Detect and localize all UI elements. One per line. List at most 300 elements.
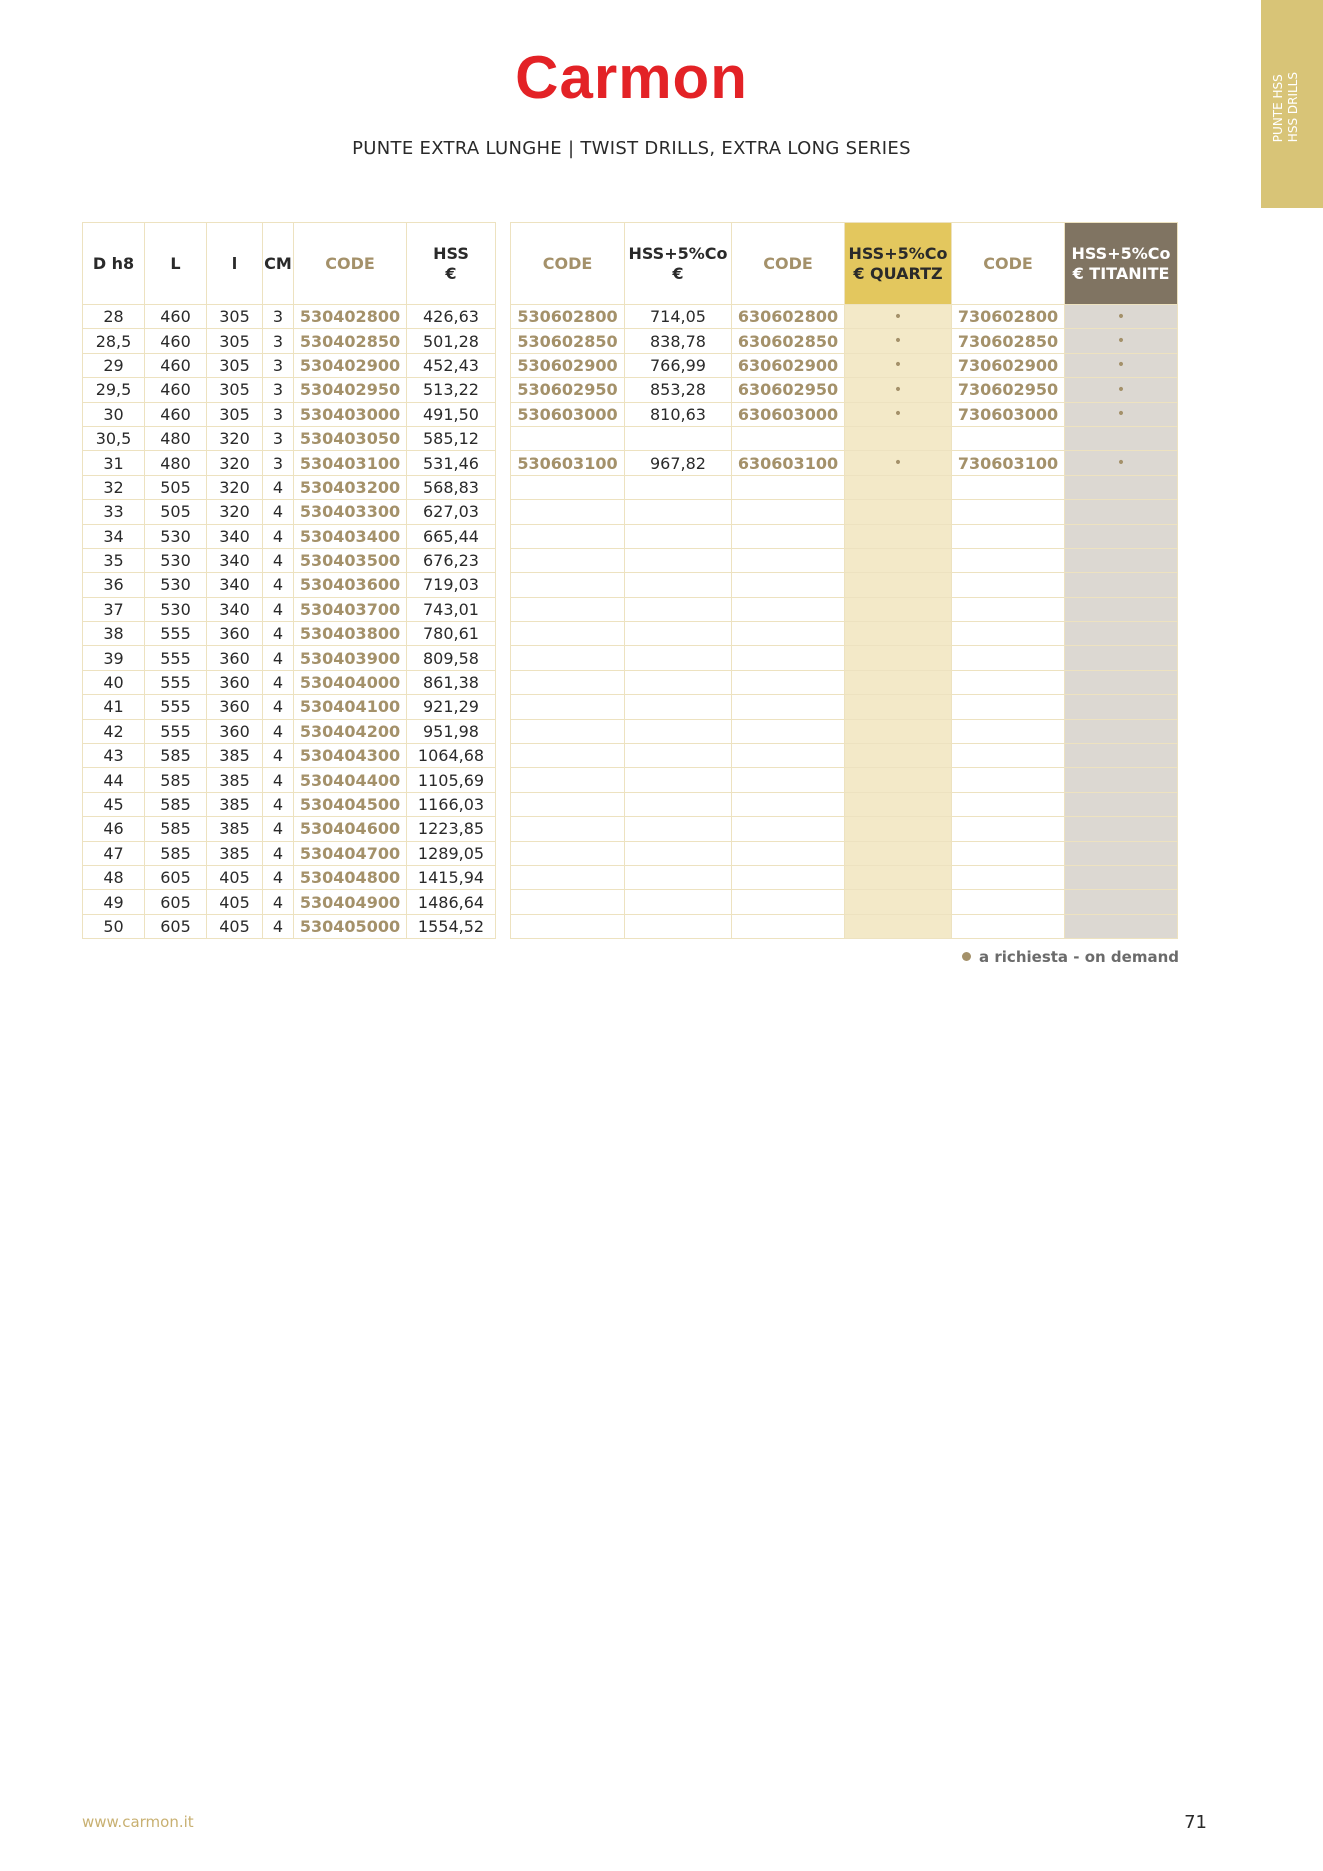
- table-row: [83, 744, 496, 768]
- col-price-cobalt: HSS+5%Co €: [625, 223, 732, 305]
- col-flute-length-cell: 360: [207, 670, 263, 694]
- col-code-cobalt-cell: [511, 719, 625, 743]
- price-table-hss: [82, 222, 496, 939]
- col-price-cobalt-cell: 967,82: [625, 451, 732, 475]
- col-diameter-cell: 28,5: [83, 329, 145, 353]
- table-row: [83, 914, 496, 938]
- col-length-cell: 480: [145, 451, 207, 475]
- col-price-cobalt-cell: 853,28: [625, 378, 732, 402]
- col-price-hss-cell: 1415,94: [407, 865, 496, 889]
- table-row: [83, 817, 496, 841]
- col-price-cobalt-cell: [625, 548, 732, 572]
- col-code-cobalt-cell: 530602800: [511, 305, 625, 329]
- col-flute-length-cell: 305: [207, 353, 263, 377]
- col-code-titanite-cell: [952, 792, 1065, 816]
- col-price-cobalt-cell: [625, 744, 732, 768]
- col-diameter-cell: 30,5: [83, 426, 145, 450]
- col-cm-cell: 4: [263, 865, 294, 889]
- table-row: [83, 719, 496, 743]
- col-cm-cell: 4: [263, 573, 294, 597]
- col-cm-cell: 4: [263, 768, 294, 792]
- table-header-row: [511, 223, 1178, 305]
- col-code-quartz-cell: [732, 426, 845, 450]
- col-diameter-cell: 48: [83, 865, 145, 889]
- col-price-cobalt-cell: [625, 475, 732, 499]
- col-price-hss-cell: 585,12: [407, 426, 496, 450]
- col-code-hss-cell: 530403200: [294, 475, 407, 499]
- col-code-cobalt-cell: 530602850: [511, 329, 625, 353]
- col-length-cell: 530: [145, 573, 207, 597]
- col-price-cobalt-cell: [625, 914, 732, 938]
- col-price-hss-cell: 1223,85: [407, 817, 496, 841]
- col-price-cobalt-cell: [625, 841, 732, 865]
- col-code-hss-cell: 530403700: [294, 597, 407, 621]
- table-row: [511, 573, 1178, 597]
- col-titanite-cell: [1065, 914, 1178, 938]
- col-titanite-cell: [1065, 670, 1178, 694]
- col-code-cobalt-cell: 530602900: [511, 353, 625, 377]
- col-length-cell: 555: [145, 670, 207, 694]
- col-code-quartz-cell: [732, 719, 845, 743]
- col-flute-length-cell: 385: [207, 744, 263, 768]
- col-code-titanite-cell: [952, 573, 1065, 597]
- col-diameter-cell: 30: [83, 402, 145, 426]
- col-code-cobalt-cell: [511, 646, 625, 670]
- col-code-cobalt-cell: 530602950: [511, 378, 625, 402]
- col-price-hss-cell: 568,83: [407, 475, 496, 499]
- table-row: [83, 475, 496, 499]
- col-code-hss-cell: 530403400: [294, 524, 407, 548]
- col-code-quartz-cell: 630603100: [732, 451, 845, 475]
- table-row: [83, 402, 496, 426]
- col-code-titanite-cell: [952, 670, 1065, 694]
- col-code-cobalt-cell: [511, 792, 625, 816]
- col-quartz-cell: [845, 670, 952, 694]
- col-titanite-cell: •: [1065, 402, 1178, 426]
- col-code-hss-cell: 530404700: [294, 841, 407, 865]
- col-titanite-cell: [1065, 597, 1178, 621]
- col-length-cell: 605: [145, 914, 207, 938]
- col-titanite-cell: [1065, 841, 1178, 865]
- table-row: [511, 865, 1178, 889]
- col-flute-length-cell: 405: [207, 914, 263, 938]
- col-diameter-cell: 46: [83, 817, 145, 841]
- table-row: [83, 500, 496, 524]
- col-code-quartz-cell: [732, 670, 845, 694]
- col-price-hss-cell: 627,03: [407, 500, 496, 524]
- col-price-hss-cell: 426,63: [407, 305, 496, 329]
- table-row: [83, 792, 496, 816]
- col-code-quartz-cell: [732, 573, 845, 597]
- col-quartz-cell: •: [845, 305, 952, 329]
- col-code-hss-cell: 530403500: [294, 548, 407, 572]
- col-quartz-cell: [845, 865, 952, 889]
- col-code-hss-cell: 530404300: [294, 744, 407, 768]
- col-diameter-cell: 40: [83, 670, 145, 694]
- col-cm-cell: 4: [263, 817, 294, 841]
- col-quartz-cell: [845, 548, 952, 572]
- col-code-hss-cell: 530404900: [294, 890, 407, 914]
- col-code-titanite-cell: [952, 865, 1065, 889]
- col-price-hss: HSS €: [407, 223, 496, 305]
- col-quartz-cell: [845, 597, 952, 621]
- col-quartz-cell: [845, 695, 952, 719]
- col-code-titanite: CODE: [952, 223, 1065, 305]
- table-row: [83, 524, 496, 548]
- table-row: [83, 695, 496, 719]
- col-code-hss-cell: 530403900: [294, 646, 407, 670]
- col-price-hss-cell: 951,98: [407, 719, 496, 743]
- col-quartz-cell: [845, 768, 952, 792]
- col-length-cell: 530: [145, 548, 207, 572]
- section-side-tab: [1261, 0, 1323, 208]
- col-length-cell: 585: [145, 792, 207, 816]
- table-row: [511, 426, 1178, 450]
- col-price-cobalt-cell: [625, 890, 732, 914]
- table-row: [511, 744, 1178, 768]
- col-quartz-cell: •: [845, 329, 952, 353]
- col-code-quartz-cell: [732, 524, 845, 548]
- col-flute-length-cell: 305: [207, 402, 263, 426]
- col-quartz-cell: [845, 841, 952, 865]
- col-code-cobalt-cell: [511, 475, 625, 499]
- table-row: [511, 646, 1178, 670]
- col-diameter-cell: 29: [83, 353, 145, 377]
- col-code-titanite-cell: [952, 768, 1065, 792]
- col-code-hss-cell: 530403050: [294, 426, 407, 450]
- col-price-hss-cell: 921,29: [407, 695, 496, 719]
- col-length-cell: 460: [145, 329, 207, 353]
- col-length-cell: 555: [145, 719, 207, 743]
- col-code-titanite-cell: 730602950: [952, 378, 1065, 402]
- col-price-hss-cell: 1166,03: [407, 792, 496, 816]
- col-diameter-cell: 36: [83, 573, 145, 597]
- col-code-cobalt-cell: [511, 695, 625, 719]
- col-titanite-cell: [1065, 475, 1178, 499]
- col-price-cobalt-cell: [625, 426, 732, 450]
- table-row: [511, 524, 1178, 548]
- col-code-cobalt-cell: [511, 841, 625, 865]
- col-diameter-cell: 47: [83, 841, 145, 865]
- col-code-titanite-cell: [952, 646, 1065, 670]
- side-tab-line2: HSS DRILLS: [1286, 71, 1300, 142]
- col-cm-cell: 4: [263, 524, 294, 548]
- col-quartz-cell: [845, 744, 952, 768]
- col-length-cell: 555: [145, 622, 207, 646]
- col-diameter-cell: 34: [83, 524, 145, 548]
- col-flute-length-cell: 320: [207, 426, 263, 450]
- table-row: [511, 817, 1178, 841]
- col-code-titanite-cell: [952, 500, 1065, 524]
- table-row: [83, 329, 496, 353]
- col-length-cell: 460: [145, 353, 207, 377]
- col-price-cobalt-cell: [625, 646, 732, 670]
- table-row: [511, 475, 1178, 499]
- col-diameter: D h8: [83, 223, 145, 305]
- table-header-row: [83, 223, 496, 305]
- col-code-titanite-cell: [952, 475, 1065, 499]
- col-code-titanite-cell: 730602850: [952, 329, 1065, 353]
- col-diameter-cell: 45: [83, 792, 145, 816]
- col-price-hss-cell: 1289,05: [407, 841, 496, 865]
- col-code-cobalt-cell: [511, 622, 625, 646]
- col-cm-cell: 3: [263, 402, 294, 426]
- col-code-quartz-cell: [732, 792, 845, 816]
- col-code-cobalt-cell: [511, 670, 625, 694]
- page-subtitle: PUNTE EXTRA LUNGHE | TWIST DRILLS, EXTRA LONG SERIES: [352, 138, 911, 159]
- col-code-quartz-cell: 630602800: [732, 305, 845, 329]
- col-flute-length-cell: 385: [207, 768, 263, 792]
- side-tab-label: [1271, 72, 1315, 142]
- table-row: [511, 670, 1178, 694]
- table-row: [511, 500, 1178, 524]
- col-length-cell: 460: [145, 305, 207, 329]
- col-code-hss-cell: 530403600: [294, 573, 407, 597]
- col-flute-length-cell: 305: [207, 378, 263, 402]
- col-flute-length-cell: 360: [207, 695, 263, 719]
- col-length-cell: 605: [145, 890, 207, 914]
- col-cm-cell: 4: [263, 914, 294, 938]
- col-code-cobalt-cell: [511, 865, 625, 889]
- col-code-quartz-cell: [732, 914, 845, 938]
- col-cm-cell: 4: [263, 695, 294, 719]
- col-code-quartz-cell: [732, 841, 845, 865]
- col-length-cell: 585: [145, 744, 207, 768]
- col-length-cell: 585: [145, 841, 207, 865]
- table-row: [511, 841, 1178, 865]
- col-price-hss-cell: 1486,64: [407, 890, 496, 914]
- table-row: [83, 305, 496, 329]
- col-length-cell: 585: [145, 768, 207, 792]
- col-code-quartz-cell: 630602900: [732, 353, 845, 377]
- table-row: [511, 719, 1178, 743]
- table-row: [83, 451, 496, 475]
- col-titanite-cell: [1065, 719, 1178, 743]
- col-price-hss-cell: 452,43: [407, 353, 496, 377]
- col-quartz-cell: [845, 573, 952, 597]
- col-quartz-cell: [845, 475, 952, 499]
- col-diameter-cell: 31: [83, 451, 145, 475]
- col-code-quartz-cell: 630603000: [732, 402, 845, 426]
- col-code-quartz-cell: 630602950: [732, 378, 845, 402]
- col-titanite-cell: •: [1065, 353, 1178, 377]
- price-table-cobalt: [510, 222, 1178, 939]
- col-quartz-cell: [845, 426, 952, 450]
- col-code-hss-cell: 530403000: [294, 402, 407, 426]
- col-price-hss-cell: 1554,52: [407, 914, 496, 938]
- col-cm-cell: 3: [263, 451, 294, 475]
- col-cm-cell: 4: [263, 841, 294, 865]
- col-price-hss-cell: 665,44: [407, 524, 496, 548]
- col-titanite-cell: [1065, 695, 1178, 719]
- col-code-titanite-cell: 730603100: [952, 451, 1065, 475]
- col-code-quartz-cell: [732, 890, 845, 914]
- col-code-titanite-cell: [952, 426, 1065, 450]
- col-price-hss-cell: 1064,68: [407, 744, 496, 768]
- col-flute-length-cell: 405: [207, 865, 263, 889]
- col-diameter-cell: 41: [83, 695, 145, 719]
- col-titanite-cell: •: [1065, 305, 1178, 329]
- col-code-hss-cell: 530402850: [294, 329, 407, 353]
- col-quartz-cell: [845, 524, 952, 548]
- col-cm-cell: 3: [263, 329, 294, 353]
- col-cm: CM: [263, 223, 294, 305]
- col-code-hss-cell: 530404800: [294, 865, 407, 889]
- col-price-hss-cell: 676,23: [407, 548, 496, 572]
- col-titanite-cell: •: [1065, 378, 1178, 402]
- col-code-cobalt-cell: 530603000: [511, 402, 625, 426]
- table-row: [83, 890, 496, 914]
- col-code-cobalt-cell: [511, 426, 625, 450]
- table-row: [511, 890, 1178, 914]
- col-code-quartz-cell: [732, 695, 845, 719]
- col-code-hss-cell: 530402800: [294, 305, 407, 329]
- col-length-cell: 460: [145, 378, 207, 402]
- col-code-quartz: CODE: [732, 223, 845, 305]
- col-code-titanite-cell: 730603000: [952, 402, 1065, 426]
- table-row: [511, 305, 1178, 329]
- table-row: [511, 622, 1178, 646]
- col-price-cobalt-cell: [625, 524, 732, 548]
- col-diameter-cell: 29,5: [83, 378, 145, 402]
- table-row: [83, 548, 496, 572]
- page-number: 71: [1184, 1812, 1207, 1833]
- col-cm-cell: 4: [263, 792, 294, 816]
- col-price-hss-cell: 531,46: [407, 451, 496, 475]
- col-titanite-cell: [1065, 865, 1178, 889]
- col-titanite-cell: [1065, 744, 1178, 768]
- col-code-titanite-cell: [952, 524, 1065, 548]
- col-code-titanite-cell: [952, 914, 1065, 938]
- col-code-cobalt: CODE: [511, 223, 625, 305]
- col-code-cobalt-cell: [511, 597, 625, 621]
- col-price-hss-cell: 501,28: [407, 329, 496, 353]
- table-row: [83, 865, 496, 889]
- footer-url[interactable]: www.carmon.it: [82, 1813, 194, 1831]
- col-code-titanite-cell: [952, 695, 1065, 719]
- table-row: [511, 695, 1178, 719]
- col-code-titanite-cell: [952, 744, 1065, 768]
- col-quartz-cell: [845, 817, 952, 841]
- col-cm-cell: 4: [263, 670, 294, 694]
- col-quartz-cell: [845, 914, 952, 938]
- col-flute-length-cell: 340: [207, 524, 263, 548]
- col-code-hss-cell: 530403300: [294, 500, 407, 524]
- col-price-hss-cell: 780,61: [407, 622, 496, 646]
- col-titanite-cell: [1065, 817, 1178, 841]
- col-code-quartz-cell: [732, 500, 845, 524]
- col-price-cobalt-cell: 838,78: [625, 329, 732, 353]
- col-flute-length-cell: 385: [207, 841, 263, 865]
- col-price-hss-cell: 1105,69: [407, 768, 496, 792]
- col-diameter-cell: 33: [83, 500, 145, 524]
- col-price-hss-cell: 861,38: [407, 670, 496, 694]
- col-code-titanite-cell: [952, 597, 1065, 621]
- col-cm-cell: 4: [263, 890, 294, 914]
- col-code-quartz-cell: [732, 744, 845, 768]
- col-flute-length-cell: 340: [207, 548, 263, 572]
- col-price-cobalt-cell: [625, 695, 732, 719]
- col-price-cobalt-cell: [625, 865, 732, 889]
- table-row: [83, 841, 496, 865]
- col-quartz-cell: •: [845, 402, 952, 426]
- col-cm-cell: 4: [263, 744, 294, 768]
- col-diameter-cell: 32: [83, 475, 145, 499]
- col-quartz-cell: •: [845, 451, 952, 475]
- col-code-cobalt-cell: [511, 573, 625, 597]
- col-price-hss-cell: 491,50: [407, 402, 496, 426]
- col-code-hss-cell: 530403800: [294, 622, 407, 646]
- col-cm-cell: 4: [263, 475, 294, 499]
- table-row: [511, 451, 1178, 475]
- col-quartz-cell: •: [845, 353, 952, 377]
- col-length-cell: 460: [145, 402, 207, 426]
- col-length-cell: 505: [145, 475, 207, 499]
- col-length-cell: 505: [145, 500, 207, 524]
- col-length-cell: 605: [145, 865, 207, 889]
- col-quartz-cell: [845, 646, 952, 670]
- col-flute-length-cell: 405: [207, 890, 263, 914]
- col-titanite-cell: [1065, 426, 1178, 450]
- col-titanite-cell: •: [1065, 329, 1178, 353]
- col-length-cell: 555: [145, 695, 207, 719]
- table-row: [83, 378, 496, 402]
- col-code-quartz-cell: [732, 475, 845, 499]
- col-flute-length-cell: 360: [207, 646, 263, 670]
- col-price-cobalt-cell: [625, 768, 732, 792]
- col-diameter-cell: 35: [83, 548, 145, 572]
- col-flute-length-cell: 385: [207, 817, 263, 841]
- col-code-hss-cell: 530402900: [294, 353, 407, 377]
- col-cm-cell: 4: [263, 548, 294, 572]
- col-code-cobalt-cell: [511, 524, 625, 548]
- col-code-hss: CODE: [294, 223, 407, 305]
- col-code-hss-cell: 530404400: [294, 768, 407, 792]
- col-flute-length-cell: 320: [207, 475, 263, 499]
- col-code-quartz-cell: [732, 548, 845, 572]
- col-flute-length-cell: 320: [207, 451, 263, 475]
- col-diameter-cell: 39: [83, 646, 145, 670]
- col-titanite-cell: [1065, 622, 1178, 646]
- table-row: [511, 597, 1178, 621]
- col-diameter-cell: 37: [83, 597, 145, 621]
- col-length-cell: 480: [145, 426, 207, 450]
- col-flute-length-cell: 340: [207, 597, 263, 621]
- col-code-titanite-cell: [952, 719, 1065, 743]
- col-length-cell: 585: [145, 817, 207, 841]
- col-titanite-cell: [1065, 548, 1178, 572]
- col-price-cobalt-cell: [625, 719, 732, 743]
- col-code-hss-cell: 530404200: [294, 719, 407, 743]
- col-diameter-cell: 44: [83, 768, 145, 792]
- col-code-hss-cell: 530404600: [294, 817, 407, 841]
- col-code-cobalt-cell: [511, 817, 625, 841]
- col-cm-cell: 3: [263, 426, 294, 450]
- col-price-cobalt-cell: 714,05: [625, 305, 732, 329]
- col-code-hss-cell: 530403100: [294, 451, 407, 475]
- col-cm-cell: 3: [263, 378, 294, 402]
- col-quartz-cell: [845, 792, 952, 816]
- side-tab-line1: PUNTE HSS: [1271, 74, 1285, 142]
- col-code-quartz-cell: [732, 622, 845, 646]
- col-titanite-cell: [1065, 573, 1178, 597]
- table-row: [83, 768, 496, 792]
- table-row: [511, 548, 1178, 572]
- col-cm-cell: 4: [263, 646, 294, 670]
- legend-text: a richiesta - on demand: [979, 948, 1179, 966]
- col-price-cobalt-cell: [625, 500, 732, 524]
- col-code-quartz-cell: [732, 768, 845, 792]
